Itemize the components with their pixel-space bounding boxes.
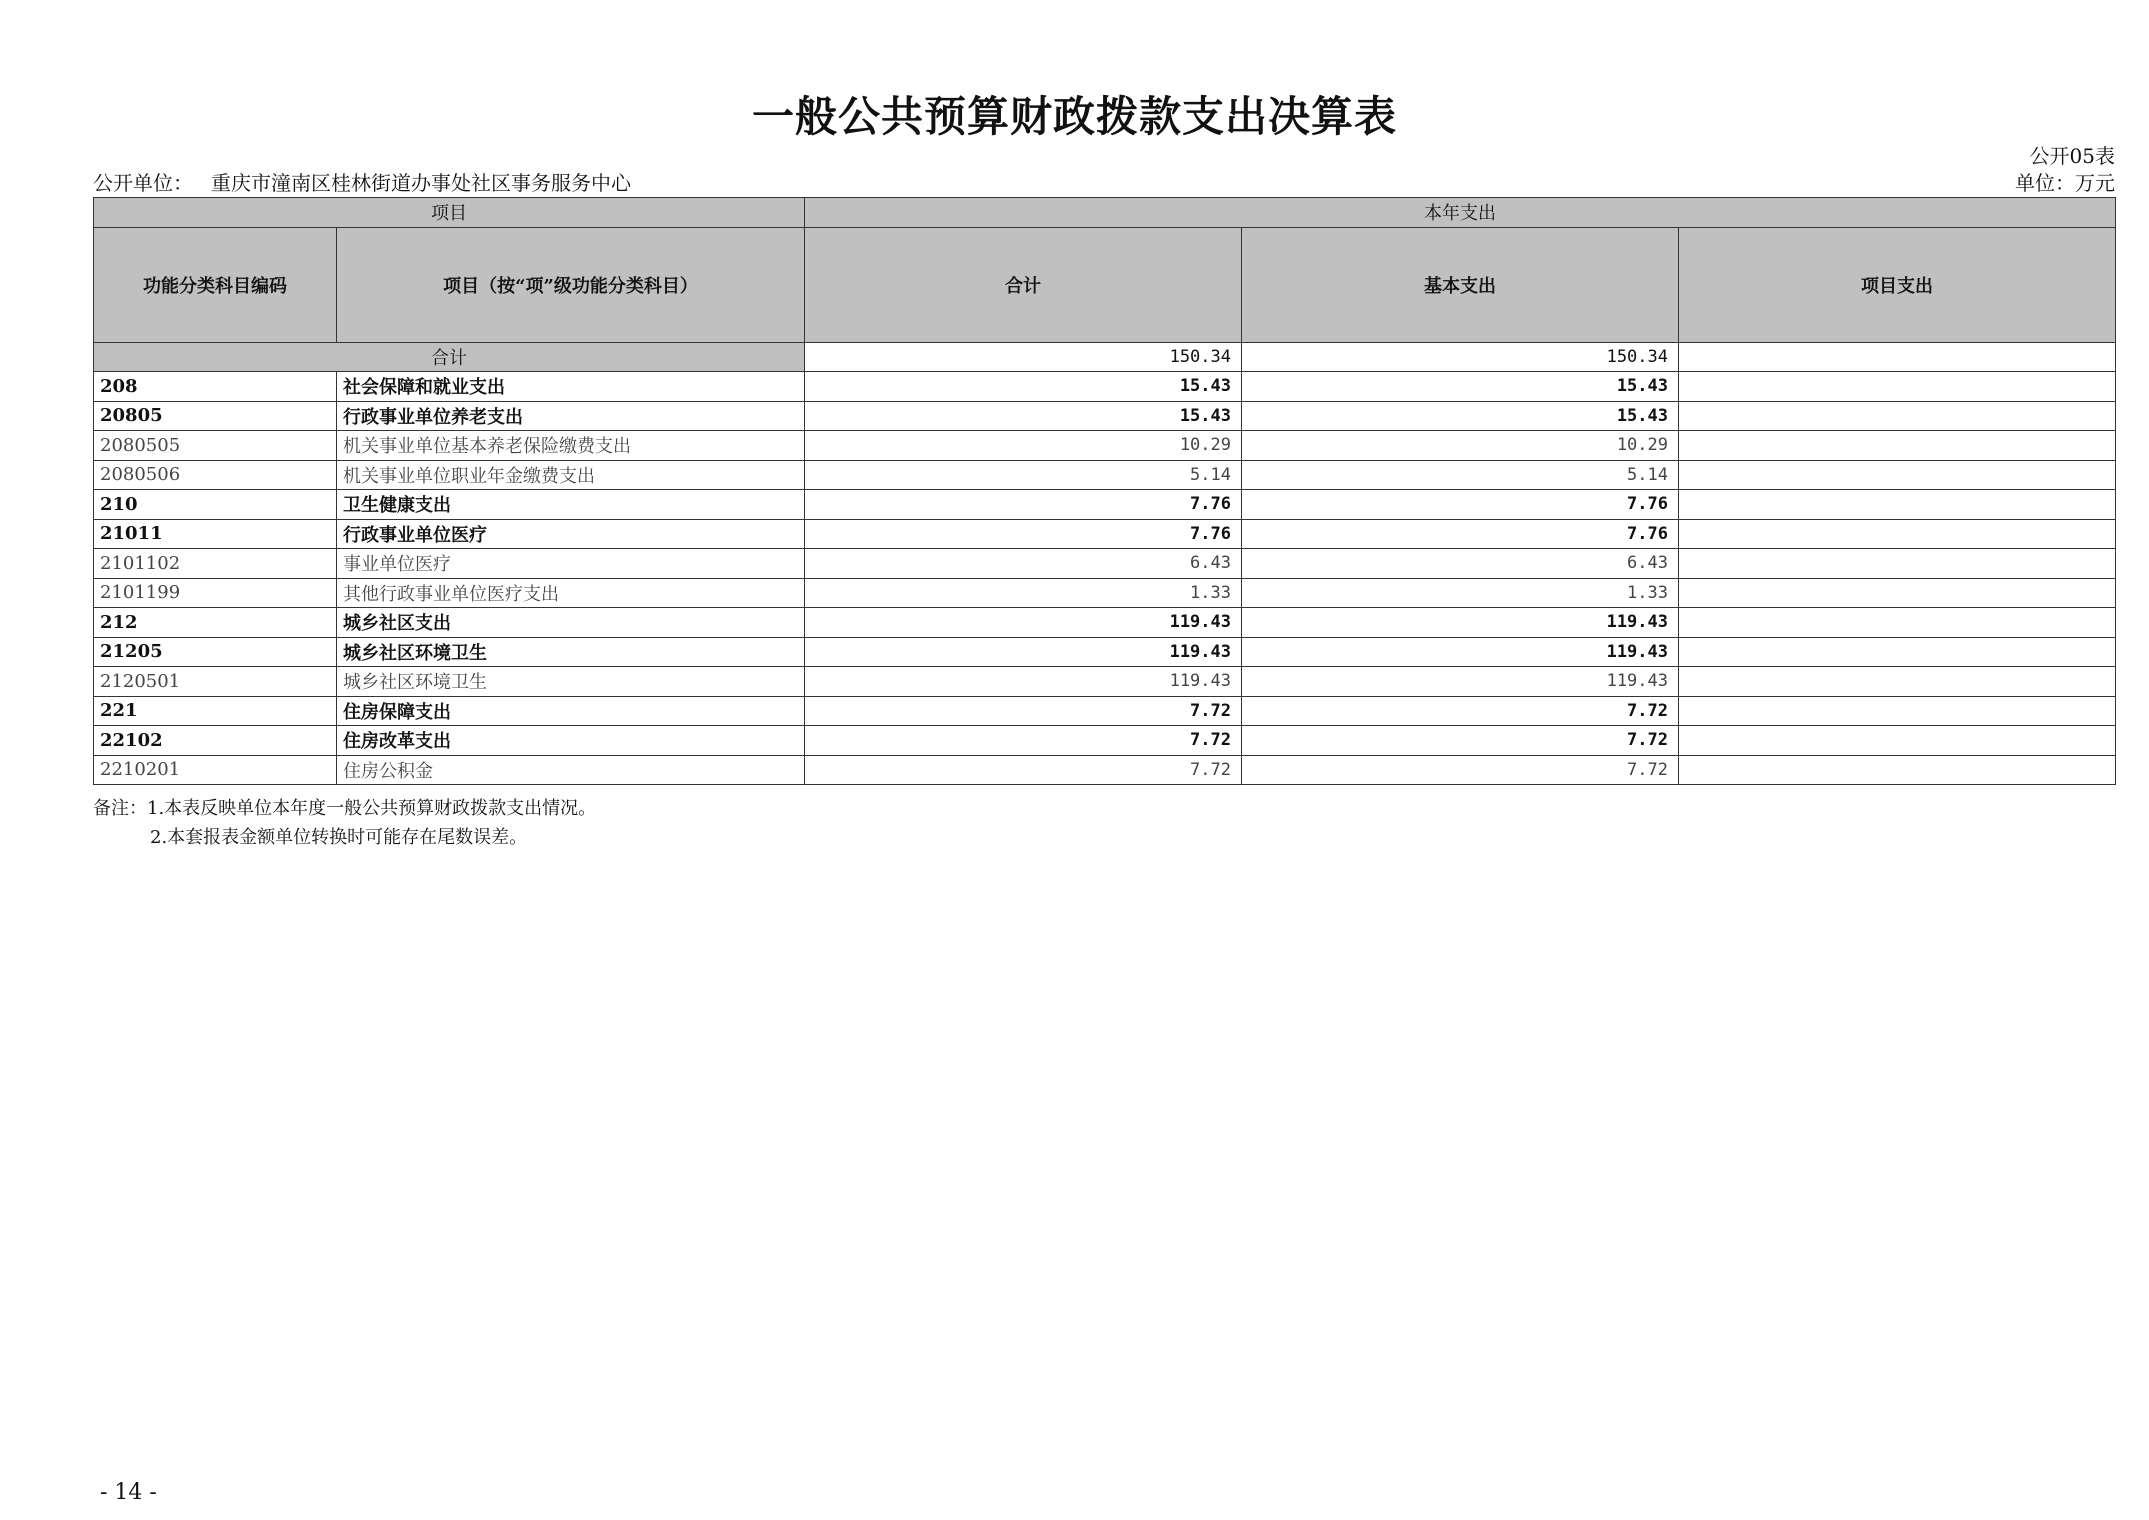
row-code: 221	[94, 696, 337, 726]
row-code: 20805	[94, 401, 337, 431]
row-basic: 7.76	[1242, 490, 1679, 520]
row-code: 2120501	[94, 667, 337, 697]
row-basic: 15.43	[1242, 372, 1679, 402]
table-row	[94, 726, 2116, 756]
total-row	[94, 342, 2116, 372]
header-project: 项目支出	[1679, 227, 2116, 342]
row-name: 行政事业单位养老支出	[337, 401, 805, 431]
total-amount: 150.34	[805, 342, 1242, 372]
row-code: 2080506	[94, 460, 337, 490]
row-project	[1679, 578, 2116, 608]
row-basic: 1.33	[1242, 578, 1679, 608]
table-row	[94, 490, 2116, 520]
row-project	[1679, 608, 2116, 638]
row-total: 119.43	[805, 608, 1242, 638]
row-basic: 15.43	[1242, 401, 1679, 431]
row-total: 7.72	[805, 726, 1242, 756]
row-code: 2101102	[94, 549, 337, 579]
table-row	[94, 667, 2116, 697]
row-basic: 6.43	[1242, 549, 1679, 579]
total-project	[1679, 342, 2116, 372]
row-name: 卫生健康支出	[337, 490, 805, 520]
row-name: 社会保障和就业支出	[337, 372, 805, 402]
row-total: 1.33	[805, 578, 1242, 608]
table-row	[94, 608, 2116, 638]
table-row	[94, 696, 2116, 726]
row-name: 住房公积金	[337, 755, 805, 785]
header-basic: 基本支出	[1242, 227, 1679, 342]
organization-info	[93, 167, 631, 196]
row-project	[1679, 726, 2116, 756]
row-basic: 5.14	[1242, 460, 1679, 490]
row-project	[1679, 549, 2116, 579]
header-total: 合计	[805, 227, 1242, 342]
unit-info-row	[93, 167, 2115, 195]
header-item-group: 项目	[94, 198, 805, 228]
table-row	[94, 755, 2116, 785]
table-row	[94, 460, 2116, 490]
row-code: 212	[94, 608, 337, 638]
row-total: 15.43	[805, 401, 1242, 431]
header-code: 功能分类科目编码	[94, 227, 337, 342]
table-row	[94, 519, 2116, 549]
row-total: 7.76	[805, 519, 1242, 549]
row-code: 21011	[94, 519, 337, 549]
header-expense-group: 本年支出	[805, 198, 2116, 228]
currency-unit: 单位：万元	[2015, 171, 2115, 195]
row-total: 7.76	[805, 490, 1242, 520]
total-basic: 150.34	[1242, 342, 1679, 372]
row-project	[1679, 401, 2116, 431]
row-total: 15.43	[805, 372, 1242, 402]
row-code: 2080505	[94, 431, 337, 461]
header-group-row	[94, 198, 2116, 228]
row-project	[1679, 431, 2116, 461]
row-basic: 7.72	[1242, 726, 1679, 756]
row-code: 21205	[94, 637, 337, 667]
row-project	[1679, 755, 2116, 785]
row-project	[1679, 637, 2116, 667]
row-total: 7.72	[805, 696, 1242, 726]
row-code: 210	[94, 490, 337, 520]
row-code: 2210201	[94, 755, 337, 785]
row-code: 22102	[94, 726, 337, 756]
row-project	[1679, 696, 2116, 726]
row-project	[1679, 372, 2116, 402]
row-total: 7.72	[805, 755, 1242, 785]
row-name: 城乡社区环境卫生	[337, 637, 805, 667]
row-name: 其他行政事业单位医疗支出	[337, 578, 805, 608]
page-title: 一般公共预算财政拨款支出决算表	[751, 92, 1397, 141]
row-name: 住房保障支出	[337, 696, 805, 726]
table-row	[94, 637, 2116, 667]
row-project	[1679, 490, 2116, 520]
row-name: 机关事业单位基本养老保险缴费支出	[337, 431, 805, 461]
row-total: 119.43	[805, 667, 1242, 697]
header-item-name: 项目（按“项”级功能分类科目）	[337, 227, 805, 342]
row-basic: 7.72	[1242, 755, 1679, 785]
row-project	[1679, 460, 2116, 490]
row-total: 119.43	[805, 637, 1242, 667]
organization-label: 公开单位：	[93, 171, 193, 195]
page-number: - 14 -	[100, 1480, 157, 1505]
row-name: 城乡社区支出	[337, 608, 805, 638]
row-code: 208	[94, 372, 337, 402]
row-total: 10.29	[805, 431, 1242, 461]
row-name: 城乡社区环境卫生	[337, 667, 805, 697]
form-number: 公开05表	[2029, 144, 2115, 168]
table-row	[94, 578, 2116, 608]
row-project	[1679, 519, 2116, 549]
expenditure-table	[93, 197, 2116, 785]
row-name: 事业单位医疗	[337, 549, 805, 579]
total-label: 合计	[94, 342, 805, 372]
row-total: 6.43	[805, 549, 1242, 579]
remark-line-2: 2.本套报表金额单位转换时可能存在尾数误差。	[150, 827, 528, 848]
row-name: 行政事业单位医疗	[337, 519, 805, 549]
table-row	[94, 372, 2116, 402]
row-basic: 7.72	[1242, 696, 1679, 726]
row-basic: 10.29	[1242, 431, 1679, 461]
table-row	[94, 549, 2116, 579]
row-name: 住房改革支出	[337, 726, 805, 756]
table-row	[94, 401, 2116, 431]
organization-name: 重庆市潼南区桂林街道办事处社区事务服务中心	[211, 171, 631, 195]
row-name: 机关事业单位职业年金缴费支出	[337, 460, 805, 490]
row-basic: 7.76	[1242, 519, 1679, 549]
remark-line-1: 备注：1.本表反映单位本年度一般公共预算财政拨款支出情况。	[93, 798, 597, 819]
row-basic: 119.43	[1242, 667, 1679, 697]
row-code: 2101199	[94, 578, 337, 608]
row-project	[1679, 667, 2116, 697]
row-total: 5.14	[805, 460, 1242, 490]
table-row	[94, 431, 2116, 461]
row-basic: 119.43	[1242, 637, 1679, 667]
row-basic: 119.43	[1242, 608, 1679, 638]
header-column-row	[94, 227, 2116, 342]
remarks	[93, 794, 596, 852]
